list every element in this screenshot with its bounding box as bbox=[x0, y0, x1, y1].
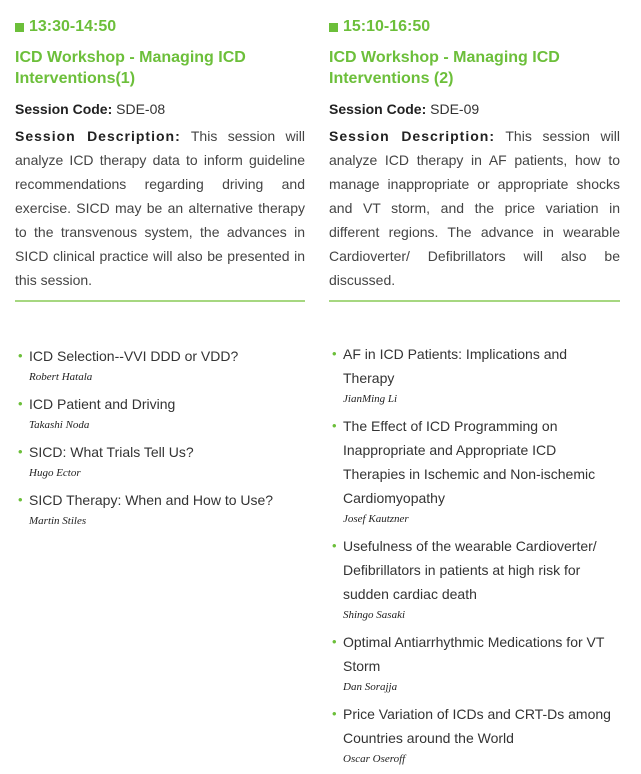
list-item bbox=[15, 440, 305, 480]
talk-list-left bbox=[15, 344, 305, 528]
session-description-label: Session Description: bbox=[329, 128, 495, 144]
bullet-icon: • bbox=[332, 418, 337, 433]
square-bullet-icon bbox=[15, 23, 24, 32]
session-description-label: Session Description: bbox=[15, 128, 181, 144]
list-item bbox=[329, 414, 620, 526]
list-item bbox=[15, 488, 305, 528]
talk-title: The Effect of ICD Programming on Inappropriate and Appropriate ICD Therapies in Ischemic and Non-ischemic Cardiomyopathy bbox=[343, 418, 596, 506]
talk-list-right bbox=[329, 342, 620, 766]
session-code-label: Session Code: bbox=[15, 101, 113, 117]
divider bbox=[329, 300, 620, 302]
speaker-name: Martin Stiles bbox=[29, 515, 87, 527]
speaker-name: Robert Hatala bbox=[29, 371, 93, 383]
bullet-icon: • bbox=[332, 634, 337, 649]
talk-title: ICD Selection--VVI DDD or VDD? bbox=[29, 348, 239, 364]
session-column-left bbox=[15, 0, 305, 536]
speaker-name: Takashi Noda bbox=[29, 419, 90, 431]
list-item bbox=[329, 534, 620, 622]
list-item bbox=[329, 342, 620, 406]
square-bullet-icon bbox=[329, 23, 338, 32]
bullet-icon: • bbox=[18, 492, 23, 507]
session-time-right bbox=[329, 15, 620, 39]
speaker-name: Dan Sorajja bbox=[343, 681, 398, 693]
session-description-text: This session will analyze ICD therapy in AF patients, how to manage inappropriate or appropriate shocks and VT storm, and the price variation in different regions. The advance in wearable Cardioverter/ Defibrillators will also be discussed. bbox=[329, 128, 620, 288]
session-description bbox=[15, 124, 305, 292]
talk-title: SICD Therapy: When and How to Use? bbox=[29, 492, 274, 508]
speaker-name: Josef Kautzner bbox=[343, 513, 409, 525]
talk-title: ICD Patient and Driving bbox=[29, 396, 176, 412]
talk-title: SICD: What Trials Tell Us? bbox=[29, 444, 194, 460]
time-text: 13:30-14:50 bbox=[29, 18, 117, 35]
session-code-label: Session Code: bbox=[329, 101, 427, 117]
session-description bbox=[329, 124, 620, 292]
session-code-value: SDE-08 bbox=[116, 101, 166, 117]
talk-title: Usefulness of the wearable Cardioverter/ Defibrillators in patients at high risk for sudden cardiac death bbox=[343, 538, 597, 602]
time-text: 15:10-16:50 bbox=[343, 18, 431, 35]
speaker-name: Hugo Ector bbox=[29, 467, 81, 479]
speaker-name: Oscar Oseroff bbox=[343, 753, 406, 765]
session-description-text: This session will analyze ICD therapy data to inform guideline recommendations regarding driving and exercise. SICD may be an alternative therapy to the transvenous system, the advances in SICD clinical practice will also be presented in this session. bbox=[15, 128, 305, 288]
bullet-icon: • bbox=[332, 706, 337, 721]
session-code bbox=[329, 100, 620, 118]
session-time-left bbox=[15, 15, 305, 39]
session-title: ICD Workshop - Managing ICD Interventions (2) bbox=[329, 49, 560, 87]
bullet-icon: • bbox=[18, 348, 23, 363]
list-item bbox=[329, 630, 620, 694]
session-title: ICD Workshop - Managing ICD Interventions(1) bbox=[15, 49, 246, 87]
divider bbox=[15, 300, 305, 302]
talk-title: AF in ICD Patients: Implications and Therapy bbox=[343, 346, 568, 386]
speaker-name: JianMing Li bbox=[343, 393, 398, 405]
session-code-value: SDE-09 bbox=[430, 101, 480, 117]
talk-title: Price Variation of ICDs and CRT-Ds among Countries around the World bbox=[343, 706, 611, 746]
list-item bbox=[15, 344, 305, 384]
bullet-icon: • bbox=[18, 444, 23, 459]
bullet-icon: • bbox=[18, 396, 23, 411]
list-item bbox=[329, 702, 620, 766]
session-column-right bbox=[329, 0, 620, 774]
bullet-icon: • bbox=[332, 346, 337, 361]
talk-title: Optimal Antiarrhythmic Medications for VT Storm bbox=[343, 634, 605, 674]
bullet-icon: • bbox=[332, 538, 337, 553]
speaker-name: Shingo Sasaki bbox=[343, 609, 406, 621]
list-item bbox=[15, 392, 305, 432]
session-code bbox=[15, 100, 305, 118]
